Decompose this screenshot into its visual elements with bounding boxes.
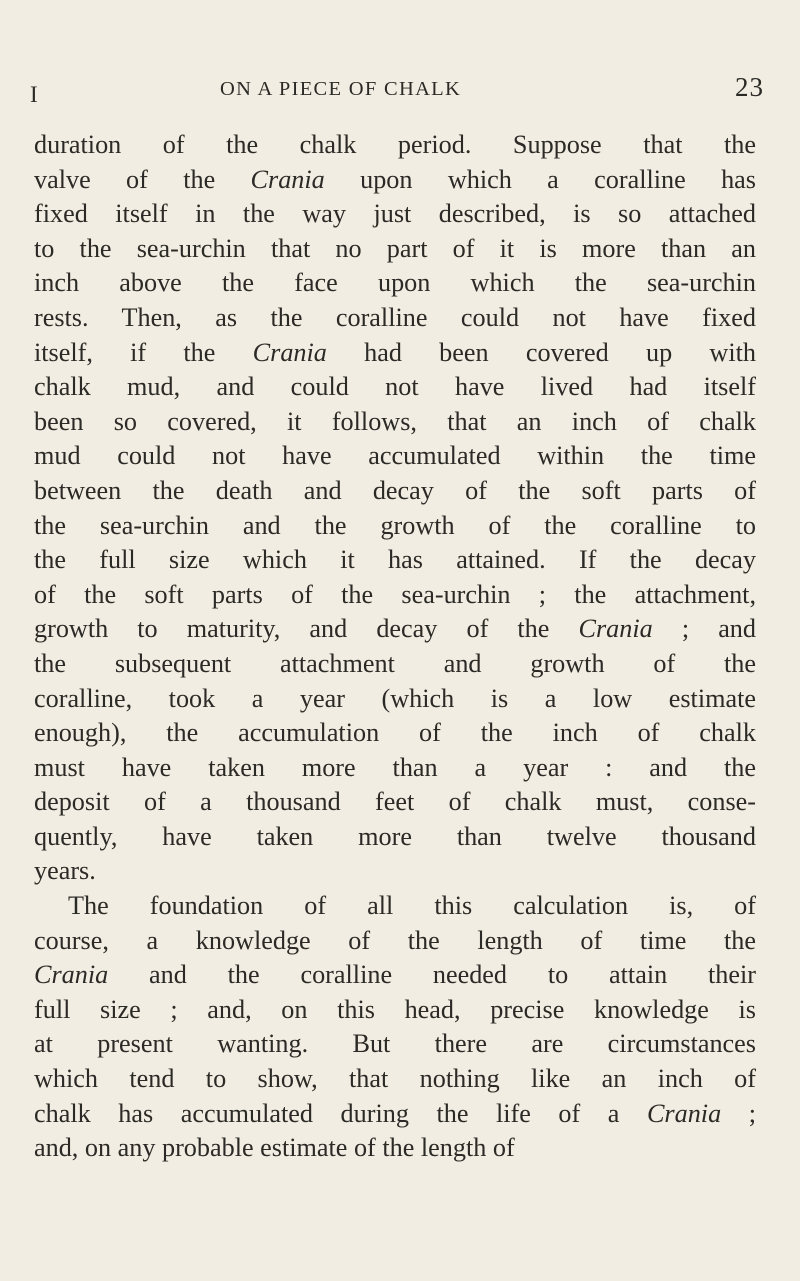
text-run: which tend to show, that nothing like an inch of (34, 1064, 756, 1094)
text-line (34, 578, 756, 613)
text-run: the sea-urchin and the growth of the coralline to (34, 510, 756, 540)
text-run: inch above the face upon which the sea-urchin (34, 268, 756, 298)
text-line (34, 370, 756, 405)
text-run: itself, if the (34, 337, 253, 367)
text-line (34, 474, 756, 509)
text-line (34, 1062, 756, 1097)
text-line (34, 509, 756, 544)
text-run: must have taken more than a year : and the (34, 752, 756, 782)
text-line (34, 1131, 756, 1166)
text-run: enough), the accumulation of the inch of chalk (34, 718, 756, 748)
page-number: 23 (735, 72, 764, 102)
text-line (34, 543, 756, 578)
text-run: course, a knowledge of the length of time the (34, 925, 756, 955)
text-run: coralline, took a year (which is a low estimate (34, 683, 756, 713)
text-line (34, 301, 756, 336)
text-run: The foundation of all this calculation is, of (68, 891, 756, 921)
running-header (30, 72, 764, 108)
text-run: full size ; and, on this head, precise knowledge is (34, 994, 756, 1024)
text-run: mud could not have accumulated within the time (34, 441, 756, 471)
text-run: ; and (652, 614, 756, 644)
text-run: upon which a coralline has (324, 164, 756, 194)
text-run: rests. Then, as the coralline could not have fixed (34, 302, 756, 332)
chapter-numeral: I (30, 82, 39, 107)
text-line (34, 751, 756, 786)
text-line (34, 647, 756, 682)
text-run: had been covered up with (326, 337, 756, 367)
text-run: quently, have taken more than twelve thousand (34, 821, 756, 851)
text-line (34, 232, 756, 267)
italic-term: Crania (252, 337, 327, 367)
italic-term: Crania (646, 1098, 722, 1128)
text-run: duration of the chalk period. Suppose that the (34, 130, 756, 159)
text-line (34, 993, 756, 1028)
text-run: ; (721, 1098, 756, 1128)
text-run: years. (34, 856, 96, 886)
text-line (34, 1027, 756, 1062)
text-line (34, 439, 756, 474)
text-line (34, 785, 756, 820)
text-line (34, 405, 756, 440)
text-line (34, 889, 756, 924)
italic-term: Crania (578, 614, 653, 644)
text-run: chalk has accumulated during the life of a (34, 1098, 647, 1128)
text-run: to the sea-urchin that no part of it is more than an (34, 233, 756, 263)
text-line (34, 820, 756, 855)
text-line (34, 197, 756, 232)
text-line (34, 924, 756, 959)
italic-term: Crania (250, 164, 325, 194)
text-run: deposit of a thousand feet of chalk must, conse- (34, 787, 756, 817)
text-line (34, 612, 756, 647)
text-run: chalk mud, and could not have lived had itself (34, 372, 756, 402)
text-line (34, 958, 756, 993)
text-run: the full size which it has attained. If the decay (34, 545, 756, 575)
text-run: between the death and decay of the soft parts of (34, 475, 756, 505)
text-run: at present wanting. But there are circumstances (34, 1029, 756, 1059)
paragraph (34, 889, 756, 1166)
italic-term: Crania (34, 960, 109, 990)
text-line (34, 854, 756, 889)
text-line (34, 163, 756, 198)
body-text (34, 128, 756, 1166)
text-line (34, 336, 756, 371)
text-run: the subsequent attachment and growth of the (34, 648, 756, 678)
text-line (34, 266, 756, 301)
text-run: valve of the (34, 164, 251, 194)
text-line (34, 716, 756, 751)
text-run: of the soft parts of the sea-urchin ; the attachment, (34, 579, 756, 609)
text-line (34, 1097, 756, 1132)
text-line (34, 682, 756, 717)
text-run: and, on any probable estimate of the length of (34, 1133, 515, 1163)
text-line (34, 128, 756, 163)
text-run: growth to maturity, and decay of the (34, 614, 579, 644)
text-run: fixed itself in the way just described, is so attached (34, 199, 756, 229)
text-run: been so covered, it follows, that an inch of chalk (34, 406, 756, 436)
paragraph (34, 128, 756, 889)
text-run: and the coralline needed to attain their (108, 960, 756, 990)
running-title: ON A PIECE OF CHALK (220, 78, 462, 100)
